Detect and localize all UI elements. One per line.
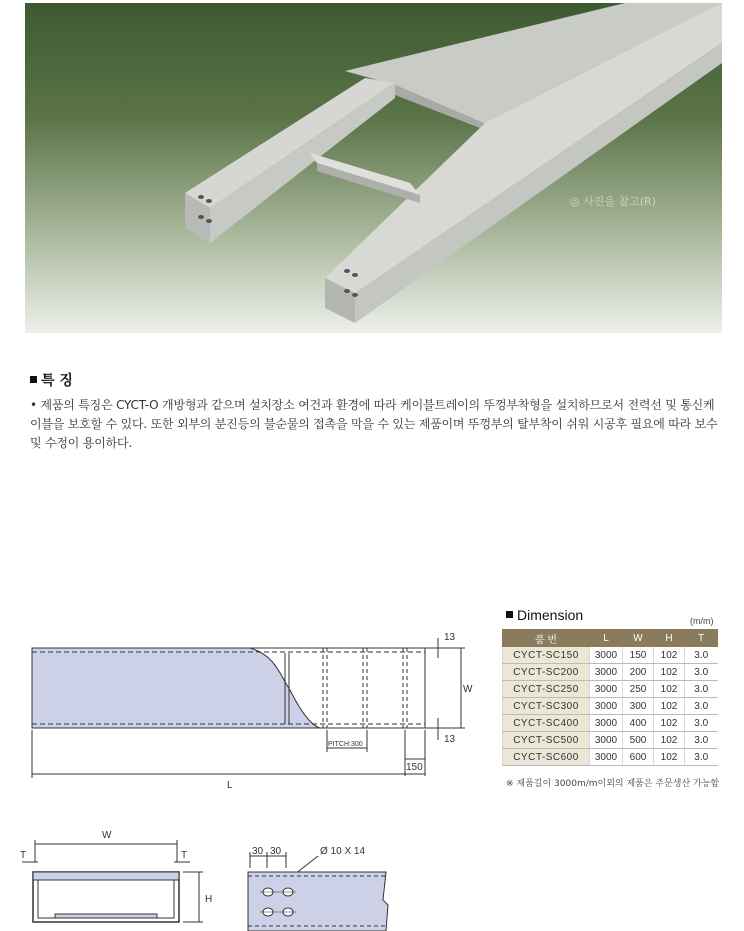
plan-pitch-label: PITCH:300 bbox=[328, 741, 363, 748]
cell-h: 102 bbox=[654, 749, 685, 766]
features-description: • 제품의 특징은 CYCT-O 개방형과 같으며 설치장소 여건과 환경에 따라 케이블트레이의 뚜껑부착형을 설치하므로서 전력선 및 통신케이블을 보호할 수 있다. 또한 외부의 분진등의 불순물의 접촉을 막을 수 있는 제품이며 뚜껑부의 탈부착이 쉬워 시공후 필요에 따라 보수 및 수정이 용이하다. bbox=[30, 398, 718, 450]
section-dim-t-left: T bbox=[20, 850, 27, 861]
header-model: 품 번 bbox=[503, 630, 590, 647]
cell-w: 150 bbox=[623, 647, 654, 664]
section-view bbox=[20, 830, 212, 922]
section-dim-h: H bbox=[205, 894, 213, 905]
cell-w: 400 bbox=[623, 715, 654, 732]
section-dim-t-right: T bbox=[181, 850, 188, 861]
cell-model: CYCT-SC500 bbox=[503, 732, 590, 749]
cell-l: 3000 bbox=[590, 664, 623, 681]
cell-l: 3000 bbox=[590, 647, 623, 664]
cell-t: 3.0 bbox=[685, 647, 718, 664]
side-dim-30a: 30 bbox=[252, 846, 264, 857]
cell-t: 3.0 bbox=[685, 715, 718, 732]
cell-h: 102 bbox=[654, 732, 685, 749]
table-row bbox=[503, 681, 718, 698]
cell-w: 500 bbox=[623, 732, 654, 749]
side-hole-label: Ø 10 X 14 bbox=[320, 846, 366, 857]
plan-dim-13-top: 13 bbox=[444, 632, 456, 643]
cell-l: 3000 bbox=[590, 715, 623, 732]
dimension-title: Dimension bbox=[517, 607, 584, 623]
cell-w: 200 bbox=[623, 664, 654, 681]
header-w: W bbox=[623, 630, 654, 647]
cell-l: 3000 bbox=[590, 732, 623, 749]
cell-h: 102 bbox=[654, 698, 685, 715]
cell-l: 3000 bbox=[590, 698, 623, 715]
table-row bbox=[503, 715, 718, 732]
dimension-note: ※ 제품길이 3000m/m이외의 제품은 주문생산 가능함 bbox=[506, 779, 720, 789]
cell-model: CYCT-SC250 bbox=[503, 681, 590, 698]
header-t: T bbox=[685, 630, 718, 647]
cell-model: CYCT-SC400 bbox=[503, 715, 590, 732]
cell-w: 250 bbox=[623, 681, 654, 698]
dimension-table bbox=[502, 629, 718, 766]
cell-model: CYCT-SC200 bbox=[503, 664, 590, 681]
cell-model: CYCT-SC300 bbox=[503, 698, 590, 715]
plan-dim-150: 150 bbox=[406, 762, 423, 773]
cell-model: CYCT-SC150 bbox=[503, 647, 590, 664]
table-row bbox=[503, 664, 718, 681]
header-l: L bbox=[590, 630, 623, 647]
features-title: 특 징 bbox=[41, 373, 73, 389]
side-view bbox=[248, 846, 388, 931]
cell-t: 3.0 bbox=[685, 732, 718, 749]
table-row bbox=[503, 749, 718, 766]
cell-w: 300 bbox=[623, 698, 654, 715]
cell-h: 102 bbox=[654, 647, 685, 664]
cell-w: 600 bbox=[623, 749, 654, 766]
cell-h: 102 bbox=[654, 715, 685, 732]
cell-t: 3.0 bbox=[685, 698, 718, 715]
section-dim-w: W bbox=[102, 830, 112, 841]
dimension-table-header bbox=[503, 630, 718, 647]
cell-t: 3.0 bbox=[685, 664, 718, 681]
cell-h: 102 bbox=[654, 664, 685, 681]
table-row bbox=[503, 698, 718, 715]
cell-model: CYCT-SC600 bbox=[503, 749, 590, 766]
dimension-unit: (m/m) bbox=[690, 616, 714, 626]
bullet-square-icon bbox=[30, 376, 37, 383]
cell-t: 3.0 bbox=[685, 749, 718, 766]
bullet-square-icon bbox=[506, 611, 513, 618]
dimension-heading bbox=[506, 607, 583, 623]
header-h: H bbox=[654, 630, 685, 647]
cable-tray-illustration bbox=[25, 3, 722, 333]
photo-watermark: ◎ 사진을 참고(R) bbox=[570, 195, 656, 208]
side-dim-30b: 30 bbox=[270, 846, 282, 857]
plan-view bbox=[32, 632, 473, 791]
cell-l: 3000 bbox=[590, 749, 623, 766]
product-photo bbox=[25, 3, 722, 333]
table-row bbox=[503, 647, 718, 664]
cell-h: 102 bbox=[654, 681, 685, 698]
cell-l: 3000 bbox=[590, 681, 623, 698]
plan-dim-l: L bbox=[227, 780, 233, 791]
cell-t: 3.0 bbox=[685, 681, 718, 698]
plan-dim-w: W bbox=[463, 684, 473, 695]
plan-dim-13-bottom: 13 bbox=[444, 734, 456, 745]
features-heading bbox=[30, 370, 73, 390]
table-row bbox=[503, 732, 718, 749]
